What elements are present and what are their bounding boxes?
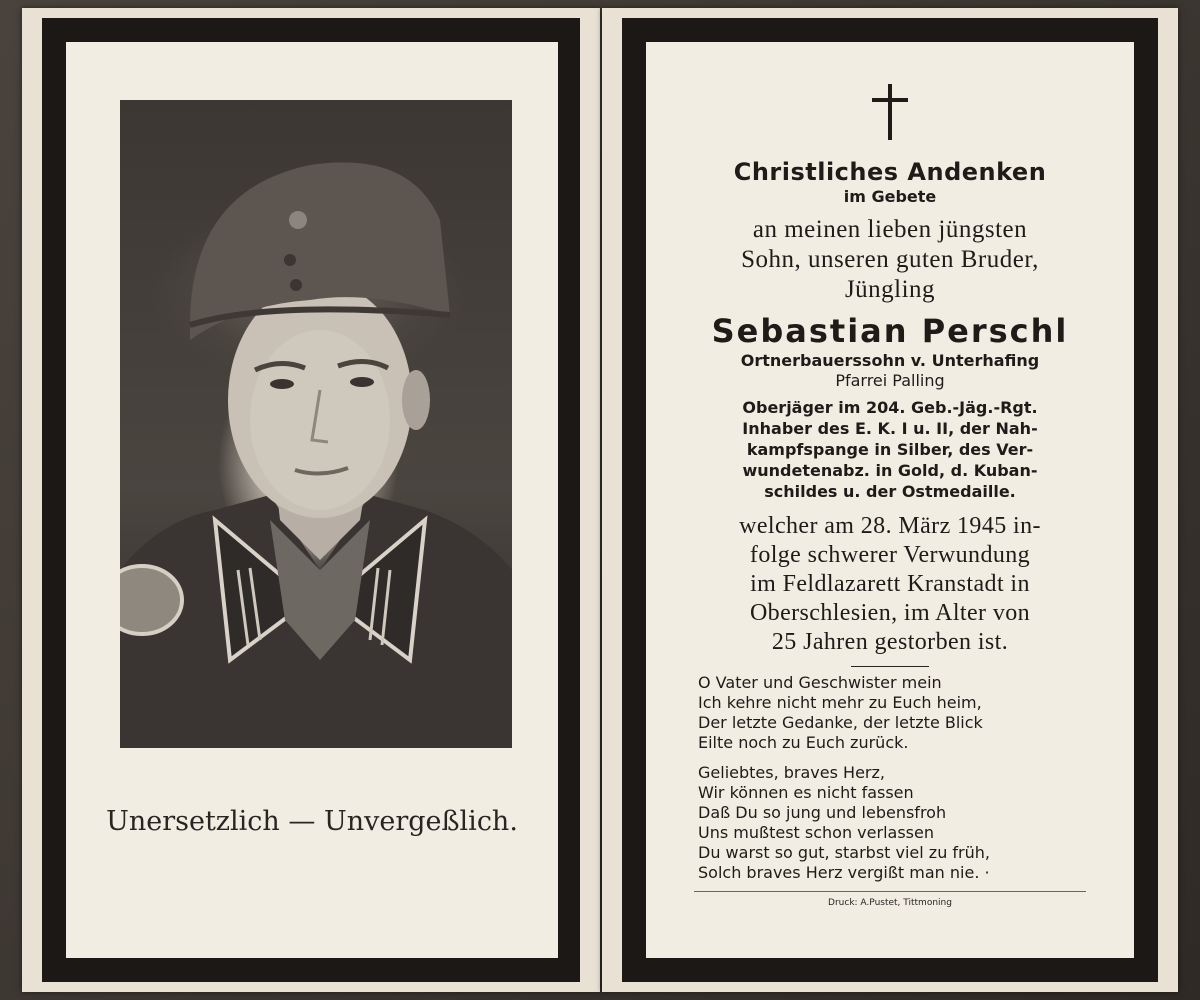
poem-line: Daß Du so jung und lebensfroh bbox=[698, 803, 947, 822]
latin-cross-icon bbox=[646, 84, 1134, 144]
rank-line: kampfspange in Silber, des Ver- bbox=[746, 440, 1034, 459]
poem-stanza-1 bbox=[690, 673, 1090, 753]
right-card bbox=[602, 8, 1178, 992]
rank-line: wundetenabz. in Gold, d. Kuban- bbox=[742, 461, 1038, 480]
card-text bbox=[690, 157, 1090, 908]
right-card-frame bbox=[622, 18, 1158, 982]
death-line: folge schwerer Verwundung bbox=[749, 542, 1031, 568]
intro-line: an meinen lieben jüngsten bbox=[752, 216, 1028, 243]
poem-line: Du warst so gut, starbst viel zu früh, bbox=[698, 843, 990, 862]
poem-line: O Vater und Geschwister mein bbox=[698, 673, 942, 692]
poem-line: Ich kehre nicht mehr zu Euch heim, bbox=[698, 693, 982, 712]
poem-line: Wir können es nicht fassen bbox=[698, 783, 914, 802]
portrait-photo bbox=[120, 100, 512, 748]
poem-line: Eilte noch zu Euch zurück. bbox=[698, 733, 909, 752]
poem-line: Solch braves Herz vergißt man nie. · bbox=[698, 863, 990, 882]
death-notice bbox=[690, 512, 1090, 657]
poem-stanza-2 bbox=[690, 763, 1090, 883]
rank-line: Inhaber des E. K. I u. II, der Nah- bbox=[742, 419, 1038, 438]
left-card-frame bbox=[42, 18, 580, 982]
intro-line: Sohn, unseren guten Bruder, bbox=[741, 246, 1039, 273]
motto: Unersetzlich — Unvergeßlich. bbox=[106, 806, 518, 837]
subheading: im Gebete bbox=[843, 187, 937, 206]
left-card bbox=[22, 8, 600, 992]
printer-credit: Druck: A.Pustet, Tittmoning bbox=[828, 898, 952, 908]
death-line: im Feldlazarett Kranstadt in bbox=[750, 571, 1030, 597]
divider bbox=[851, 666, 929, 667]
death-line: Oberschlesien, im Alter von bbox=[749, 600, 1031, 626]
occupation: Ortnerbauerssohn v. Unterhafing bbox=[740, 351, 1040, 370]
divider bbox=[694, 891, 1086, 892]
poem-line: Uns mußtest schon verlassen bbox=[698, 823, 934, 842]
military-rank bbox=[690, 397, 1090, 502]
heading: Christliches Andenken bbox=[733, 158, 1047, 186]
death-line: 25 Jahren gestorben ist. bbox=[771, 629, 1009, 655]
rank-line: schildes u. der Ostmedaille. bbox=[764, 482, 1016, 501]
intro-line: Jüngling bbox=[844, 276, 936, 303]
intro bbox=[690, 215, 1090, 305]
rank-line: Oberjäger im 204. Geb.-Jäg.-Rgt. bbox=[742, 398, 1038, 417]
deceased-name: Sebastian Perschl bbox=[711, 312, 1069, 350]
poem-line: Geliebtes, braves Herz, bbox=[698, 763, 885, 782]
death-line: welcher am 28. März 1945 in- bbox=[739, 513, 1041, 539]
poem-line: Der letzte Gedanke, der letzte Blick bbox=[698, 713, 983, 732]
parish: Pfarrei Palling bbox=[835, 371, 945, 390]
